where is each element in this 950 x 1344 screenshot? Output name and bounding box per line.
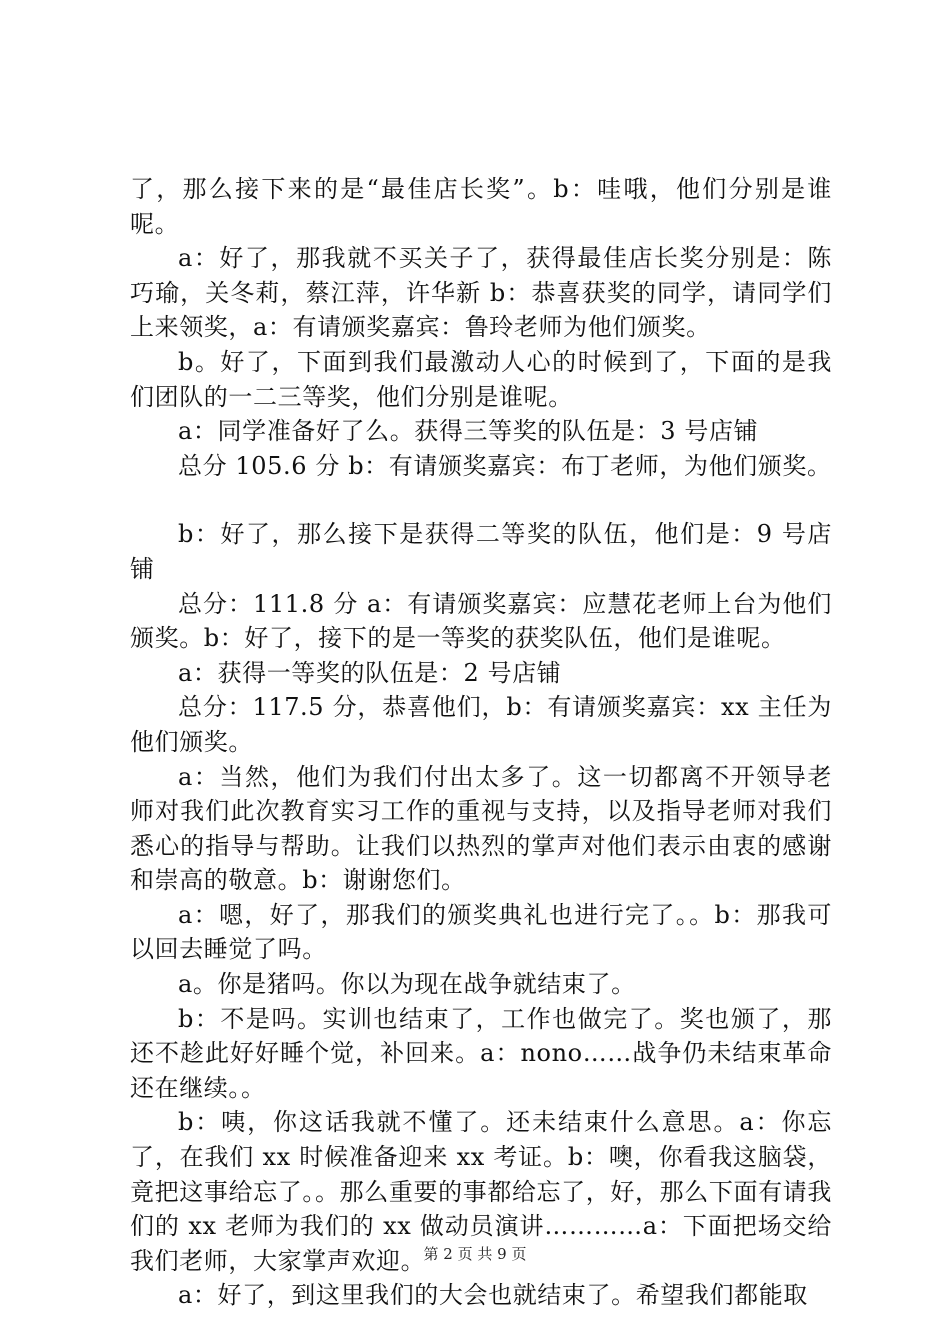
paragraph-team-awards-intro: b。好了，下面到我们最激动人心的时候到了，下面的是我们团队的一二三等奖，他们分别是谁呢。 <box>130 347 832 411</box>
paragraph-ceremony-end: a：嗯，好了，那我们的颁奖典礼也进行完了。。b：那我可以回去睡觉了吗。 <box>130 900 832 964</box>
paragraph-second-prize-score: 总分：111.8 分 a：有请颁奖嘉宾：应慧花老师上台为他们颁奖。b：好了，接下的是一等奖的获奖队伍，他们是谁呢。 <box>130 589 832 653</box>
paragraph-first-prize-score: 总分：117.5 分，恭喜他们，b：有请颁奖嘉宾：xx 主任为他们颁奖。 <box>130 693 832 756</box>
paragraph-first-prize: a：获得一等奖的队伍是：2 号店铺 <box>178 658 562 687</box>
document-body <box>130 172 832 1313</box>
paragraph-exam-mobilization: b：咦，你这话我就不懂了。还未结束什么意思。a：你忘了，在我们 xx 时候准备迎来 xx 考证。b：噢，你看我这脑袋，竟把这事给忘了。。那么重要的事都给忘了，好，那么下面有请我们的 xx 老师为我们的 xx 做动员演讲…………a：下面把场交给我们老师，大家掌声欢迎。 <box>130 1108 832 1275</box>
paragraph-second-prize: b：好了，那么接下是获得二等奖的队伍，他们是：9 号店铺 <box>130 520 832 583</box>
paragraph-third-prize-score: 总分 105.6 分 b：有请颁奖嘉宾：布丁老师，为他们颁奖。 <box>178 451 832 480</box>
paragraph-war-not-over: a。你是猪吗。你以为现在战争就结束了。 <box>178 970 636 999</box>
paragraph-closing: a：好了，到这里我们的大会也就结束了。希望我们都能取 <box>178 1281 808 1310</box>
paragraph-gap <box>130 483 832 517</box>
paragraph-best-manager: a：好了，那我就不买关子了，获得最佳店长奖分别是：陈巧瑜，关冬莉，蔡江萍，许华新 b：恭喜获奖的同学，请同学们上来领奖，a：有请颁奖嘉宾：鲁玲老师为他们颁奖。 <box>130 244 832 342</box>
paragraph-training-finished: b：不是吗。实训也结束了，工作也做完了。奖也颁了，那还不趁此好好睡个觉，补回来。a：nono……战争仍未结束革命还在继续。。 <box>130 1004 832 1102</box>
paragraph-third-prize: a：同学准备好了么。获得三等奖的队伍是：3 号店铺 <box>178 417 759 446</box>
page-number-footer: 第 2 页 共 9 页 <box>423 1245 527 1263</box>
paragraph-thanks: a：当然，他们为我们付出太多了。这一切都离不开领导老师对我们此次教育实习工作的重视与支持，以及指导老师对我们悉心的指导与帮助。让我们以热烈的掌声对他们表示由衷的感谢和崇高的敬意。b：谢谢您们。 <box>130 762 832 895</box>
paragraph-continuation: 了，那么接下来的是“最佳店长奖”。b：哇哦，他们分别是谁呢。 <box>130 175 832 238</box>
